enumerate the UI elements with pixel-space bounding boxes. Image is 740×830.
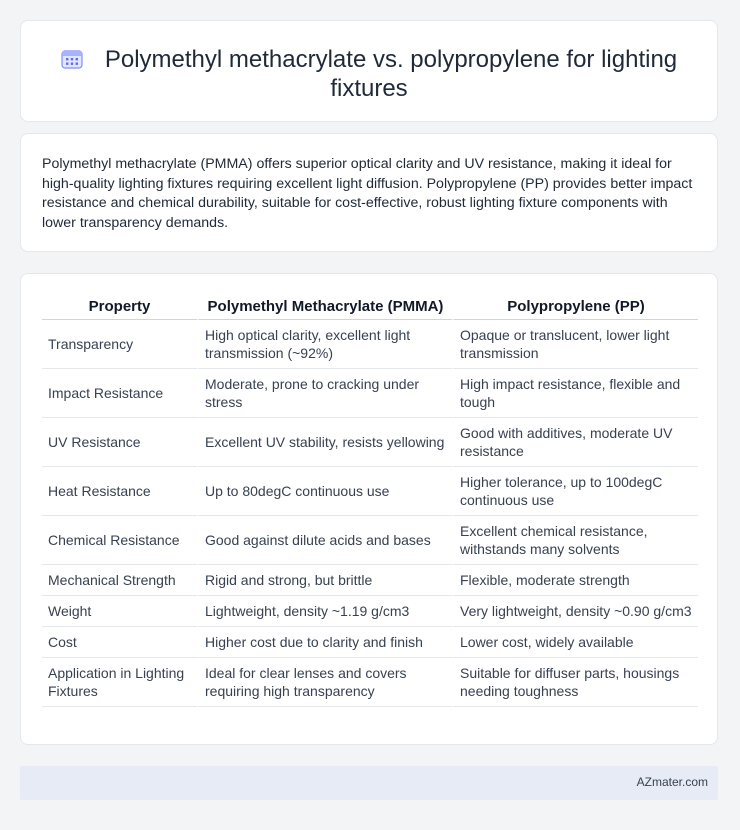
table-row (42, 658, 698, 707)
cell-property: Application in Lighting Fixtures (42, 658, 197, 707)
cell-property: Heat Resistance (42, 467, 197, 516)
comparison-table (42, 293, 698, 707)
cell-pp: Opaque or translucent, lower light transmission (452, 320, 698, 369)
footer (20, 766, 718, 800)
cell-property: Chemical Resistance (42, 516, 197, 565)
cell-pp: Higher tolerance, up to 100degC continuous use (452, 467, 698, 516)
cell-pp: Very lightweight, density ~0.90 g/cm3 (452, 596, 698, 627)
table-card (20, 273, 718, 745)
cell-pmma: Up to 80degC continuous use (197, 467, 452, 516)
table-header-row (42, 293, 698, 320)
cell-pp: High impact resistance, flexible and tough (452, 369, 698, 418)
summary-text: Polymethyl methacrylate (PMMA) offers superior optical clarity and UV resistance, making it ideal for high-quality lighting fixtures requiring excellent light diffusion. Polypropylene (PP) provides better impact resistance and chemical durability, suitable for cost-effective, robust lighting fixture components with lower transparency demands. (42, 156, 693, 231)
title-card (20, 20, 718, 122)
cell-property: Impact Resistance (42, 369, 197, 418)
table-row (42, 369, 698, 418)
header-pmma: Polymethyl Methacrylate (PMMA) (197, 293, 452, 320)
cell-property: Cost (42, 627, 197, 658)
cell-pp: Suitable for diffuser parts, housings needing toughness (452, 658, 698, 707)
cell-pp: Lower cost, widely available (452, 627, 698, 658)
cell-pmma: Good against dilute acids and bases (197, 516, 452, 565)
calendar-icon (61, 49, 83, 69)
header-pp: Polypropylene (PP) (452, 293, 698, 320)
table-row (42, 467, 698, 516)
table-row (42, 596, 698, 627)
table-row (42, 320, 698, 369)
cell-pp: Flexible, moderate strength (452, 565, 698, 596)
cell-pmma: Excellent UV stability, resists yellowing (197, 418, 452, 467)
cell-pmma: Higher cost due to clarity and finish (197, 627, 452, 658)
cell-pmma: Moderate, prone to cracking under stress (197, 369, 452, 418)
table-row (42, 627, 698, 658)
cell-pp: Good with additives, moderate UV resistance (452, 418, 698, 467)
cell-pp: Excellent chemical resistance, withstands many solvents (452, 516, 698, 565)
cell-property: Transparency (42, 320, 197, 369)
table-row (42, 565, 698, 596)
cell-pmma: Lightweight, density ~1.19 g/cm3 (197, 596, 452, 627)
header-property: Property (42, 293, 197, 320)
cell-property: Mechanical Strength (42, 565, 197, 596)
table-row (42, 418, 698, 467)
page-title: Polymethyl methacrylate vs. polypropylene for lighting fixtures (104, 46, 678, 102)
footer-brand: AZmater.com (636, 775, 708, 789)
cell-property: UV Resistance (42, 418, 197, 467)
page-title-row (21, 45, 717, 103)
cell-pmma: Rigid and strong, but brittle (197, 565, 452, 596)
cell-pmma: High optical clarity, excellent light transmission (~92%) (197, 320, 452, 369)
cell-property: Weight (42, 596, 197, 627)
table-row (42, 516, 698, 565)
summary-card (20, 133, 718, 252)
cell-pmma: Ideal for clear lenses and covers requiring high transparency (197, 658, 452, 707)
